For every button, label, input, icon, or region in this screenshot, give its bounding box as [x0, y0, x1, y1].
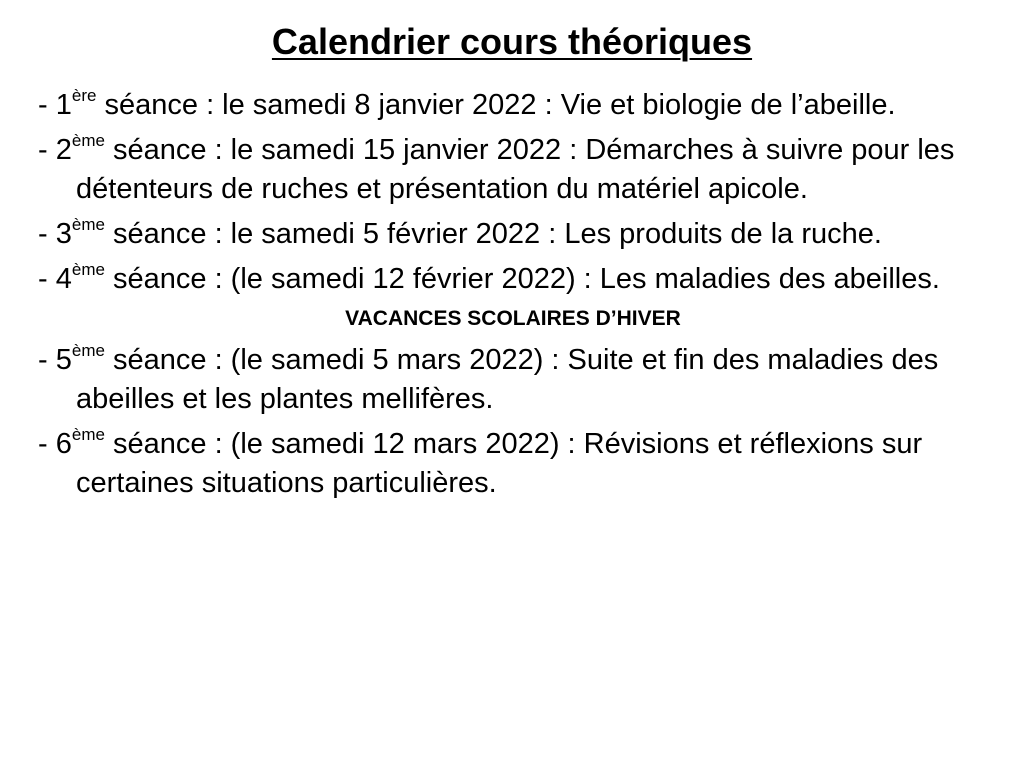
- session-ordinal: ème: [71, 425, 105, 444]
- session-ordinal: ème: [71, 215, 105, 234]
- session-dash: -: [38, 218, 56, 250]
- page-title: [0, 20, 1024, 64]
- session-ordinal: ème: [71, 131, 105, 150]
- session-item-3: [38, 215, 988, 254]
- session-item-5: [38, 341, 988, 419]
- session-text: séance : (le samedi 5 mars 2022) : Suite et fin des maladies des abeilles et les plantes mellifères.: [76, 344, 939, 415]
- session-number: 1: [55, 89, 72, 121]
- session-dash: -: [38, 428, 56, 460]
- session-list: [38, 86, 988, 509]
- session-text: séance : (le samedi 12 février 2022) : Les maladies des abeilles.: [104, 263, 940, 295]
- session-item-4: [38, 260, 988, 299]
- session-ordinal: ère: [71, 86, 97, 105]
- title-text: Calendrier cours théoriques: [271, 21, 753, 62]
- holiday-break-label: VACANCES SCOLAIRES D’HIVER: [345, 307, 681, 330]
- session-number: 4: [55, 263, 72, 295]
- session-ordinal: ème: [71, 341, 105, 360]
- session-item-1: [38, 86, 988, 125]
- session-text: séance : le samedi 15 janvier 2022 : Démarches à suivre pour les détenteurs de ruches et présentation du matériel apicole.: [76, 134, 955, 205]
- session-text: séance : le samedi 8 janvier 2022 : Vie et biologie de l’abeille.: [96, 89, 896, 121]
- session-text: séance : le samedi 5 février 2022 : Les produits de la ruche.: [104, 218, 882, 250]
- session-dash: -: [38, 263, 56, 295]
- session-dash: -: [38, 89, 56, 121]
- session-text: séance : (le samedi 12 mars 2022) : Révisions et réflexions sur certaines situations particulières.: [76, 428, 923, 499]
- session-dash: -: [38, 134, 56, 166]
- session-item-6: [38, 425, 988, 503]
- session-dash: -: [38, 344, 56, 376]
- session-number: 2: [55, 134, 72, 166]
- session-item-2: [38, 131, 988, 209]
- session-ordinal: ème: [71, 260, 105, 279]
- session-number: 5: [55, 344, 72, 376]
- session-number: 6: [55, 428, 72, 460]
- session-number: 3: [55, 218, 72, 250]
